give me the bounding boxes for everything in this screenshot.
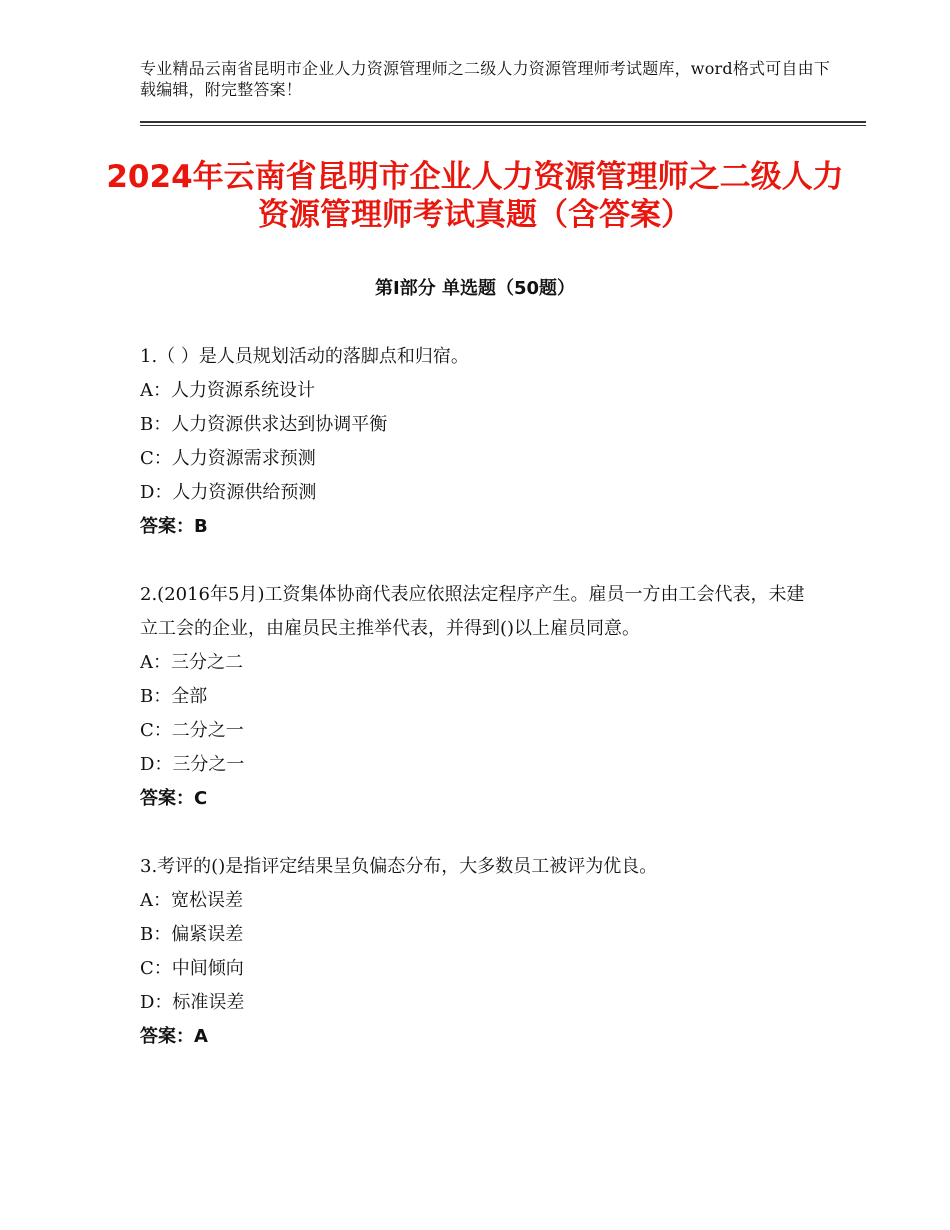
answer-line: 答案：A bbox=[140, 1026, 208, 1047]
option-a: A：宽松误差 bbox=[140, 890, 243, 911]
section-heading: 第Ⅰ部分 单选题（50题） bbox=[374, 278, 575, 299]
option-a: A：人力资源系统设计 bbox=[140, 380, 315, 401]
answer-line: 答案：C bbox=[140, 788, 208, 809]
question-1 bbox=[140, 340, 810, 544]
question-list bbox=[140, 340, 810, 1088]
option-d: D：三分之一 bbox=[140, 754, 245, 775]
header-divider-thin bbox=[140, 125, 866, 126]
header-divider-thick bbox=[140, 121, 866, 123]
question-2 bbox=[140, 578, 810, 816]
option-d: D：标准误差 bbox=[140, 992, 245, 1013]
answer-line: 答案：B bbox=[140, 516, 208, 537]
option-b: B：全部 bbox=[140, 686, 208, 707]
option-c: C：二分之一 bbox=[140, 720, 244, 741]
option-c: C：中间倾向 bbox=[140, 958, 244, 979]
option-a: A：三分之二 bbox=[140, 652, 243, 673]
question-stem: 3.考评的()是指评定结果呈负偏态分布，大多数员工被评为优良。 bbox=[140, 856, 658, 877]
question-stem: 1.（ ）是人员规划活动的落脚点和归宿。 bbox=[140, 346, 469, 367]
option-b: B：偏紧误差 bbox=[140, 924, 244, 945]
option-c: C：人力资源需求预测 bbox=[140, 448, 316, 469]
question-3 bbox=[140, 850, 810, 1054]
option-d: D：人力资源供给预测 bbox=[140, 482, 317, 503]
document-title: 2024年云南省昆明市企业人力资源管理师之二级人力资源管理师考试真题（含答案） bbox=[106, 159, 844, 233]
question-stem: 2.(2016年5月)工资集体协商代表应依照法定程序产生。雇员一方由工会代表，未建立工会的企业，由雇员民主推举代表，并得到()以上雇员同意。 bbox=[140, 584, 805, 639]
header-note: 专业精品云南省昆明市企业人力资源管理师之二级人力资源管理师考试题库，word格式可自由下载编辑，附完整答案！ bbox=[140, 59, 831, 99]
option-b: B：人力资源供求达到协调平衡 bbox=[140, 414, 388, 435]
